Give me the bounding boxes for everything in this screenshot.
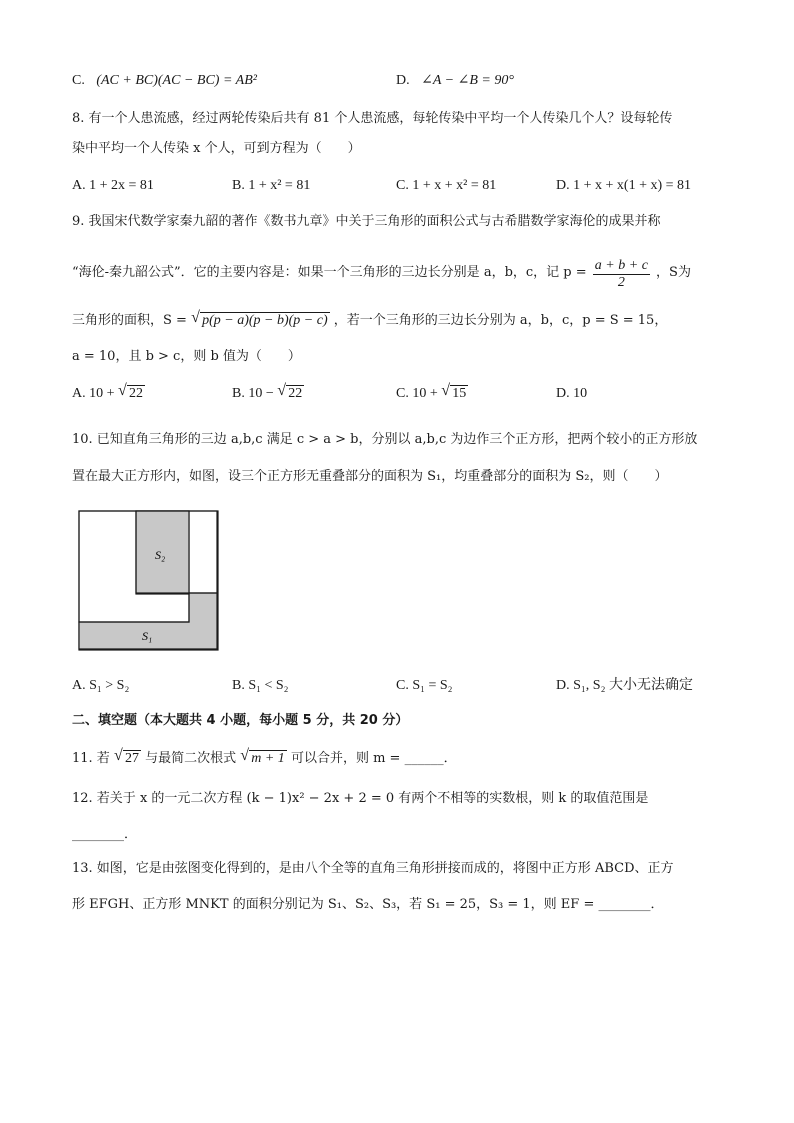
q9-stem-line1: 9. 我国宋代数学家秦九韶的著作《数书九章》中关于三角形的面积公式与古希腊数学家海伦的成果并称 [72,214,661,229]
radicand: 22 [288,386,303,401]
sqrt-expression [240,747,287,768]
q10-option-a: A. S₁ > S₂ [72,678,130,693]
option-label: D. [396,73,410,88]
q8-stem-line1: 8. 有一个人患流感，经过两轮传染后共有 81 个人患流感，每轮传染中平均一个人传染几个人？设每轮传 [72,111,673,126]
sqrt-expression [441,382,468,403]
q9-stem-line4: a = 10，且 b > c，则 b 值为（ ） [72,349,301,364]
sqrt-expression [113,747,141,768]
q9-stem-text: 三角形的面积，S = [72,313,187,328]
squares-figure [78,510,220,652]
q8-option-c: C. 1 + x + x² = 81 [396,178,497,193]
radicand: 15 [452,386,467,401]
q12-stem-line1: 12. 若关于 x 的一元二次方程 (k − 1)x² − 2x + 2 = 0 有两个不相等的实数根，则 k 的取值范围是 [72,791,649,806]
q9-option-b [232,382,304,403]
q11-text: 可以合并，则 m = ______． [290,751,457,766]
semi-perimeter-fraction [593,258,650,291]
sqrt-icon: √ [441,382,451,399]
s1-label: S₁ [142,629,153,643]
q12-answer-blank: ________． [72,827,138,842]
sqrt-icon: √ [191,309,200,326]
radicand: m + 1 [251,751,285,766]
sqrt-icon: √ [118,382,127,399]
q11-text: 与最简二次根式 [145,751,237,766]
q9-stem-line3 [72,309,668,330]
q7-option-c [72,72,257,90]
option-expression: ∠A − ∠B = 90° [421,73,514,88]
radicand: 27 [124,751,139,766]
radicand: 22 [129,386,144,401]
fraction-denominator: 2 [617,275,625,290]
q13-stem-line2: 形 EFGH、正方形 MNKT 的面积分别记为 S₁、S₂、S₃，若 S₁ = 25，S₃ = 1，则 EF = ________． [72,897,664,912]
q10-option-c: C. S₁ = S₂ [396,678,453,693]
q9-stem-line2 [72,258,691,291]
q9-stem-text: ，若一个三角形的三边长分别为 a，b，c，p = S = 15， [333,313,668,328]
s2-label: S₂ [155,548,166,562]
q10-stem-line1: 10. 已知直角三角形的三边 a,b,c 满足 c > a > b，分别以 a,b,c 为边作三个正方形，把两个较小的正方形放 [72,432,698,447]
q9-option-c [396,382,468,403]
q8-option-a: A. 1 + 2x = 81 [72,178,154,193]
q11-text: 11. 若 [72,751,110,766]
sqrt-icon: √ [277,382,287,399]
q8-stem-line2: 染中平均一个人传染 x 个人，可到方程为（ ） [72,141,361,156]
sqrt-icon: √ [240,747,250,764]
q9-option-d: D. 10 [556,386,588,401]
q9-stem-text: ，S为 [656,265,691,280]
q10-stem-line2: 置在最大正方形内，如图，设三个正方形无重叠部分的面积为 S₁，均重叠部分的面积为 S₂，则（ ） [72,469,668,484]
q11-stem [72,747,457,768]
sqrt-expression [118,382,145,403]
option-expression: (AC + BC)(AC − BC) = AB² [96,73,257,88]
section-title: 二、填空题（本大题共 4 小题，每小题 5 分，共 20 分） [72,713,409,728]
q7-option-d [396,72,514,90]
sqrt-icon: √ [113,747,123,764]
q8-option-b: B. 1 + x² = 81 [232,178,311,193]
q9-option-a [72,382,145,403]
heron-sqrt [191,309,330,330]
q9-stem-text: “海伦-秦九韶公式”．它的主要内容是：如果一个三角形的三边长分别是 a，b，c，记 p = [72,265,587,280]
option-label: A. 10 + [72,386,115,401]
option-label: C. 10 + [396,386,438,401]
fraction-numerator: a + b + c [594,258,648,273]
option-label: C. [72,73,85,88]
q8-option-d: D. 1 + x + x(1 + x) = 81 [556,178,692,193]
q10-option-b: B. S₁ < S₂ [232,678,289,693]
sqrt-expression [277,382,304,403]
q13-stem-line1: 13. 如图，它是由弦图变化得到的，是由八个全等的直角三角形拼接而成的，将图中正方形 ABCD、正方 [72,861,674,876]
q10-option-d: D. S₁, S₂ 大小无法确定 [556,678,693,693]
option-label: B. 10 − [232,386,274,401]
radicand: p(p − a)(p − b)(p − c) [202,313,328,328]
